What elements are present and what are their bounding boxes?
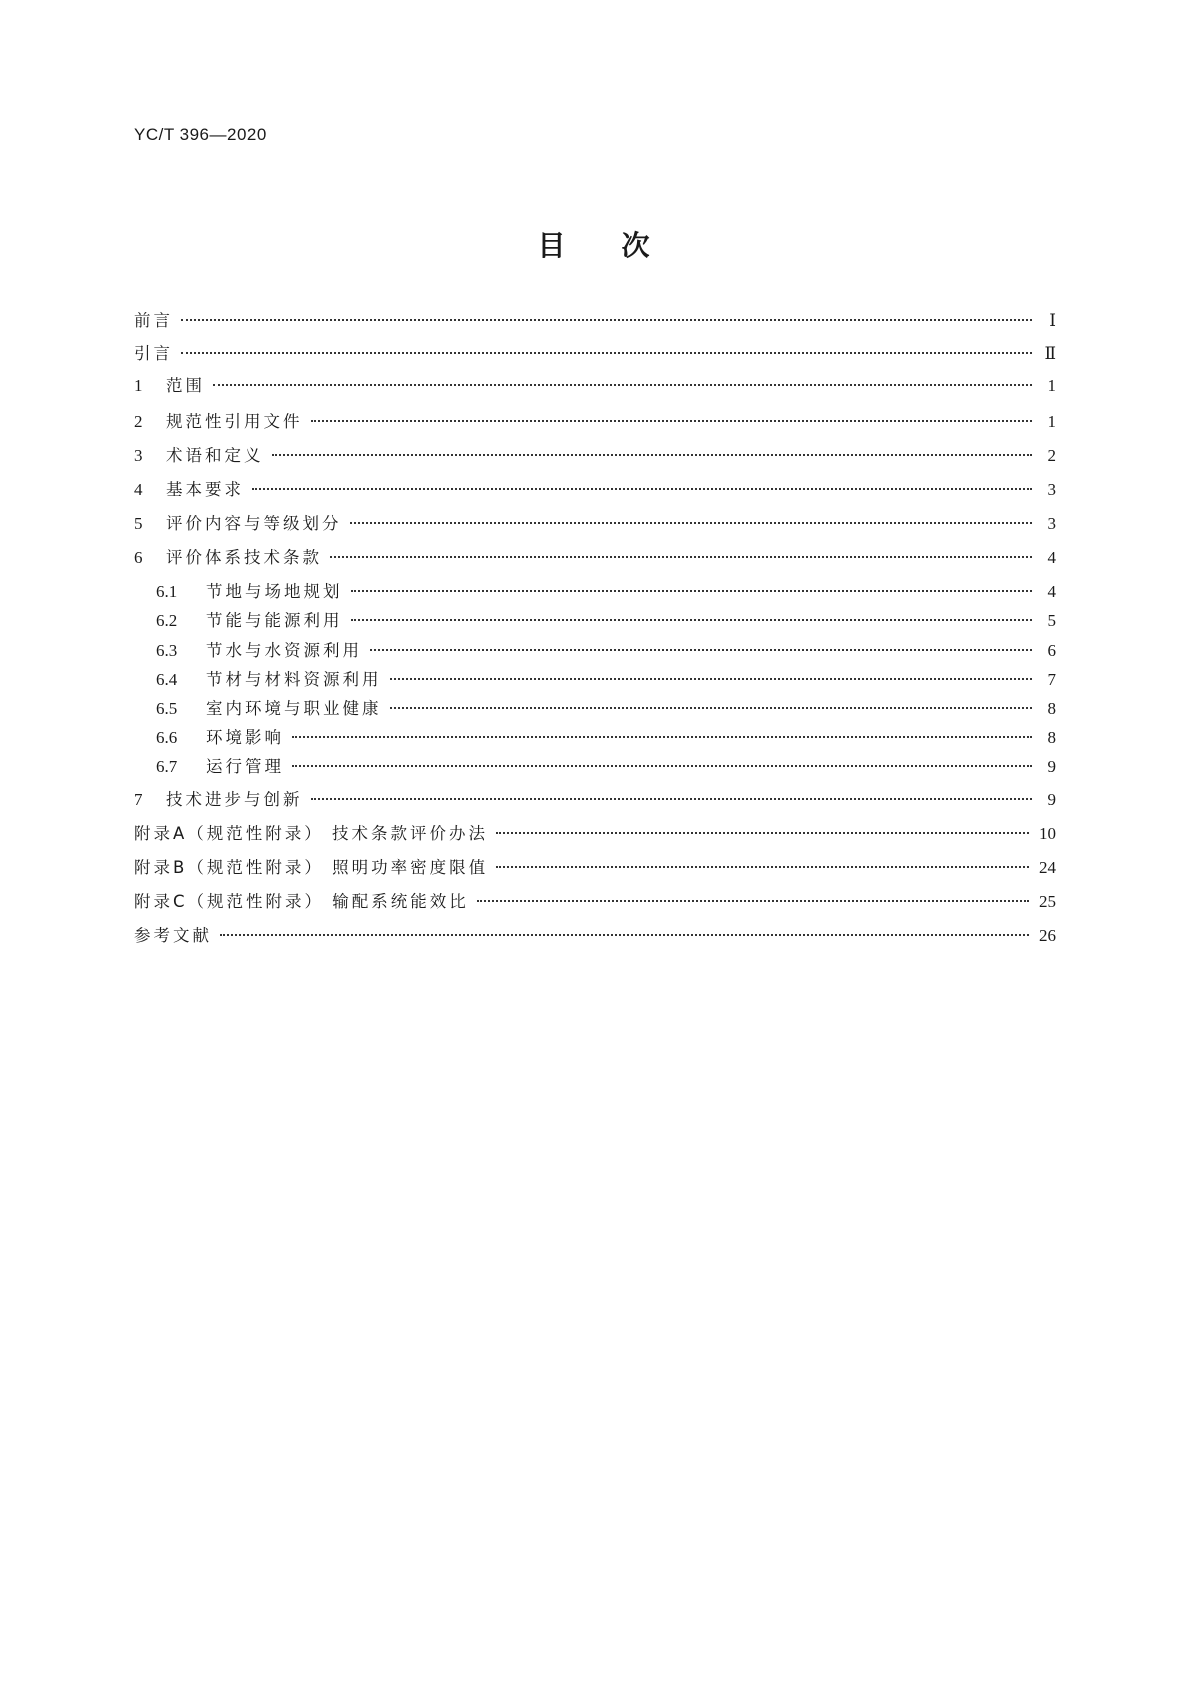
toc-entry-references[interactable] — [134, 924, 1056, 948]
toc-entry-page: 3 — [1047, 514, 1056, 533]
toc-entry-label: 节材与材料资源利用 — [206, 670, 382, 689]
document-code: YC/T 396—2020 — [134, 125, 267, 144]
toc-leader — [292, 765, 1032, 767]
toc-leader — [311, 420, 1033, 422]
toc-entry-page: 1 — [1047, 376, 1056, 395]
toc-leader — [390, 678, 1033, 680]
toc-entry-number: 4 — [134, 480, 143, 499]
toc-entry-page: 4 — [1047, 548, 1056, 567]
toc-entry-label: 节水与水资源利用 — [206, 641, 362, 660]
toc-leader — [292, 736, 1032, 738]
toc-entry-3[interactable] — [134, 444, 1056, 468]
toc-entry-number: 6.7 — [156, 757, 178, 776]
toc-title — [0, 224, 1191, 264]
toc-entry-6-3[interactable] — [156, 639, 1056, 663]
toc-leader — [477, 900, 1029, 902]
toc-entry-label: 规范性引用文件 — [166, 412, 303, 431]
toc-entry-label: 附录A（规范性附录） 技术条款评价办法 — [134, 824, 489, 843]
toc-entry-6-6[interactable] — [156, 726, 1056, 750]
toc-entry-page: 25 — [1039, 892, 1056, 911]
toc-entry-number: 6.1 — [156, 582, 178, 601]
toc-entry-label: 评价内容与等级划分 — [166, 514, 342, 533]
toc-entry-label: 附录B（规范性附录） 照明功率密度限值 — [134, 858, 489, 877]
toc-entry-page: 5 — [1047, 611, 1056, 630]
toc-entry-page: 8 — [1047, 699, 1056, 718]
toc-entry-number: 6.4 — [156, 670, 178, 689]
toc-leader — [252, 488, 1032, 490]
toc-leader — [220, 934, 1029, 936]
toc-entry-label: 环境影响 — [206, 728, 284, 747]
toc-entry-number: 6.2 — [156, 611, 178, 630]
toc-leader — [213, 384, 1032, 386]
toc-entry-number: 3 — [134, 446, 143, 465]
toc-entry-2[interactable] — [134, 410, 1056, 434]
toc-entry-6-1[interactable] — [156, 580, 1056, 604]
toc-entry-label: 术语和定义 — [166, 446, 264, 465]
toc-entry-7[interactable] — [134, 788, 1056, 812]
toc-entry-page: Ⅰ — [1049, 311, 1056, 330]
toc-entry-page: 6 — [1047, 641, 1056, 660]
toc-entry-label: 基本要求 — [166, 480, 244, 499]
toc-entry-page: 4 — [1047, 582, 1056, 601]
toc-entry-page: 10 — [1039, 824, 1056, 843]
toc-entry-page: 3 — [1047, 480, 1056, 499]
toc-entry-page: 2 — [1047, 446, 1056, 465]
toc-entry-page: 1 — [1047, 412, 1056, 431]
toc-entry-number: 2 — [134, 412, 143, 431]
toc-entry-page: 8 — [1047, 728, 1056, 747]
toc-title-char-1: 目 — [537, 229, 570, 262]
toc-entry-label: 运行管理 — [206, 757, 284, 776]
toc-entry-label: 参考文献 — [134, 926, 212, 945]
toc-leader — [181, 319, 1032, 321]
toc-entry-label: 附录C（规范性附录） 输配系统能效比 — [134, 892, 469, 911]
toc-entry-label: 前言 — [134, 311, 173, 330]
toc-entry-5[interactable] — [134, 512, 1056, 536]
toc-entry-number: 6.5 — [156, 699, 178, 718]
toc-entry-page: 24 — [1039, 858, 1056, 877]
toc-entry-label: 室内环境与职业健康 — [206, 699, 382, 718]
toc-entry-page: 9 — [1047, 790, 1056, 809]
toc-entry-label: 范围 — [166, 376, 205, 395]
toc-entry-page: 7 — [1047, 670, 1056, 689]
toc-entry-label: 技术进步与创新 — [166, 790, 303, 809]
toc-entry-6-4[interactable] — [156, 668, 1056, 692]
toc-leader — [496, 866, 1029, 868]
toc-entry-number: 6.3 — [156, 641, 178, 660]
toc-entry-number: 6.6 — [156, 728, 178, 747]
toc-entry-label: 评价体系技术条款 — [166, 548, 322, 567]
toc-entry-label: 节能与能源利用 — [206, 611, 343, 630]
toc-leader — [350, 522, 1033, 524]
toc-leader — [311, 798, 1033, 800]
toc-entry-4[interactable] — [134, 478, 1056, 502]
toc-entry-page: Ⅱ — [1044, 344, 1056, 363]
toc-entry-appendix-b[interactable] — [134, 856, 1056, 880]
toc-entry-page: 9 — [1047, 757, 1056, 776]
toc-leader — [496, 832, 1029, 834]
toc-leader — [272, 454, 1033, 456]
toc-entry-1[interactable] — [134, 374, 1056, 398]
toc-entry-6-2[interactable] — [156, 609, 1056, 633]
toc-entry-6[interactable] — [134, 546, 1056, 570]
toc-leader — [351, 619, 1033, 621]
toc-leader — [181, 352, 1032, 354]
toc-entry-number: 6 — [134, 548, 143, 567]
toc-title-char-2: 次 — [621, 229, 654, 262]
toc-entry-page: 26 — [1039, 926, 1056, 945]
toc-leader — [330, 556, 1032, 558]
toc-entry-appendix-c[interactable] — [134, 890, 1056, 914]
toc-entry-6-7[interactable] — [156, 755, 1056, 779]
toc-entry-label: 引言 — [134, 344, 173, 363]
toc-entry-label: 节地与场地规划 — [206, 582, 343, 601]
toc-leader — [390, 707, 1033, 709]
toc-entry-introduction[interactable] — [134, 342, 1056, 366]
toc-entry-6-5[interactable] — [156, 697, 1056, 721]
toc-entry-appendix-a[interactable] — [134, 822, 1056, 846]
toc-leader — [351, 590, 1033, 592]
toc-entry-number: 5 — [134, 514, 143, 533]
toc-entry-number: 1 — [134, 376, 143, 395]
toc-leader — [370, 649, 1032, 651]
toc-entry-number: 7 — [134, 790, 143, 809]
toc-entry-foreword[interactable] — [134, 309, 1056, 333]
